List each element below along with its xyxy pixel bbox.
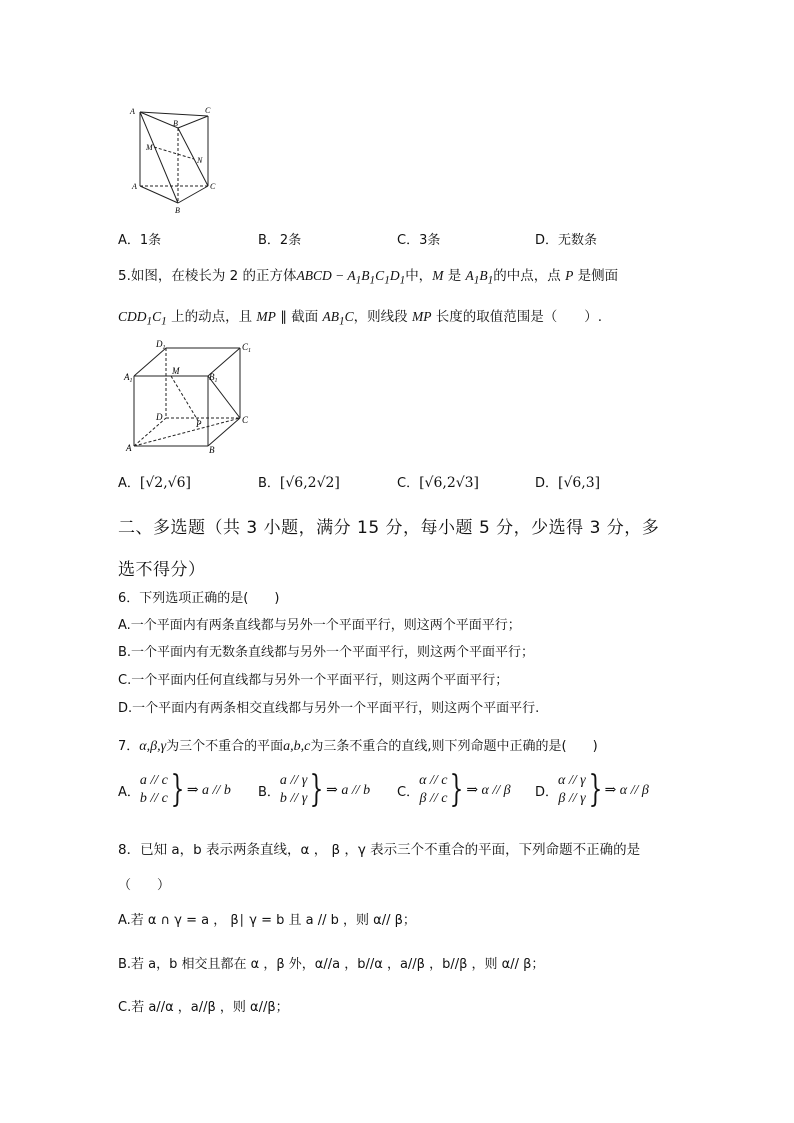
prism-figure [128, 103, 218, 215]
label-m-cube: M [172, 366, 180, 376]
label-n: N [197, 156, 203, 165]
label-a1: A [130, 107, 135, 116]
q6-option-b: B.一个平面内有无数条直线都与另外一个平面平行，则这两个平面平行； [118, 645, 535, 660]
q5-option-c: C．[√6,2√3] [397, 475, 480, 491]
q4-option-a: A．1条 [118, 233, 162, 248]
q4-option-d: D．无数条 [535, 233, 598, 248]
q8-option-a: A.若 α ∩ γ = a ， β∣ γ = b 且 a // b ，则 α// β； [118, 913, 416, 928]
label-b-cube: B [209, 445, 215, 455]
q4-option-b: B．2条 [258, 233, 302, 248]
label-c: C [210, 182, 216, 191]
label-b: B [175, 206, 180, 215]
label-b1-cube: $B_1$ [209, 372, 218, 384]
q5-line1: 5.如图，在棱长为 2 的正方体ABCD − $A_1B_1C_1D_1$中，M 是 $A_1B_1$的中点，点 P 是侧面 [118, 268, 619, 287]
q8-option-b: B.若 a，b 相交且都在 α ，β 外，α//a ，b//α ，a//β ，b//β ，则 α// β； [118, 957, 545, 972]
section-heading-line2: 选不得分） [118, 560, 206, 580]
q7-option-b: B． a // γ b // γ } ⇒ a // b [258, 769, 371, 810]
label-c-cube: C [242, 415, 249, 425]
section-heading-line1: 二、多选题（共 3 小题，满分 15 分，每小题 5 分，少选得 3 分，多 [118, 518, 660, 538]
q5-option-d: D．[√6,3] [535, 475, 601, 491]
cube-figure [122, 338, 258, 456]
q5-option-a: A．[√2,√6] [118, 475, 191, 491]
label-b-top: B [173, 119, 178, 128]
label-d1: $D_1$ [156, 339, 166, 351]
q6-stem: 6．下列选项正确的是( ) [118, 591, 280, 606]
label-c1-cube: $C_1$ [242, 342, 252, 354]
q8-paren: （ ） [118, 878, 171, 893]
q6-option-a: A.一个平面内有两条直线都与另外一个平面平行，则这两个平面平行； [118, 618, 521, 633]
label-c1: C [205, 106, 211, 115]
label-a-cube: A [126, 443, 132, 453]
q5-line2: $CDD_1C_1$ 上的动点，且 MP ∥ 截面 $AB_1C$，则线段 MP 长度的取值范围是（ ）. [118, 309, 603, 328]
q7-option-d: D． α // γ β // γ } ⇒ α // β [535, 769, 649, 810]
q8-option-c: C.若 a//α ，a//β ，则 α//β； [118, 1000, 289, 1015]
label-a: A [132, 182, 137, 191]
q8-stem: 8．已知 a，b 表示两条直线，α ， β ，γ 表示三个不重合的平面，下列命题不正确的是 [118, 842, 641, 858]
q4-option-c: C．3条 [397, 233, 441, 248]
q7-stem: 7．α,β,γ为三个不重合的平面a,b,c为三条不重合的直线,则下列命题中正确的是( ) [118, 739, 598, 754]
label-a1-cube: $A_1$ [124, 372, 133, 384]
q5-option-b: B．[√6,2√2] [258, 475, 340, 491]
q7-option-a: A． a // c b // c } ⇒ a // b [118, 769, 231, 810]
label-m: M [146, 143, 153, 152]
label-d-cube: D [156, 412, 163, 422]
q7-option-c: C． α // c β // c } ⇒ α // β [397, 769, 511, 810]
label-p-cube: P [196, 419, 202, 429]
q6-option-c: C.一个平面内任何直线都与另外一个平面平行，则这两个平面平行； [118, 673, 509, 688]
q6-option-d: D.一个平面内有两条相交直线都与另外一个平面平行，则这两个平面平行. [118, 701, 540, 716]
